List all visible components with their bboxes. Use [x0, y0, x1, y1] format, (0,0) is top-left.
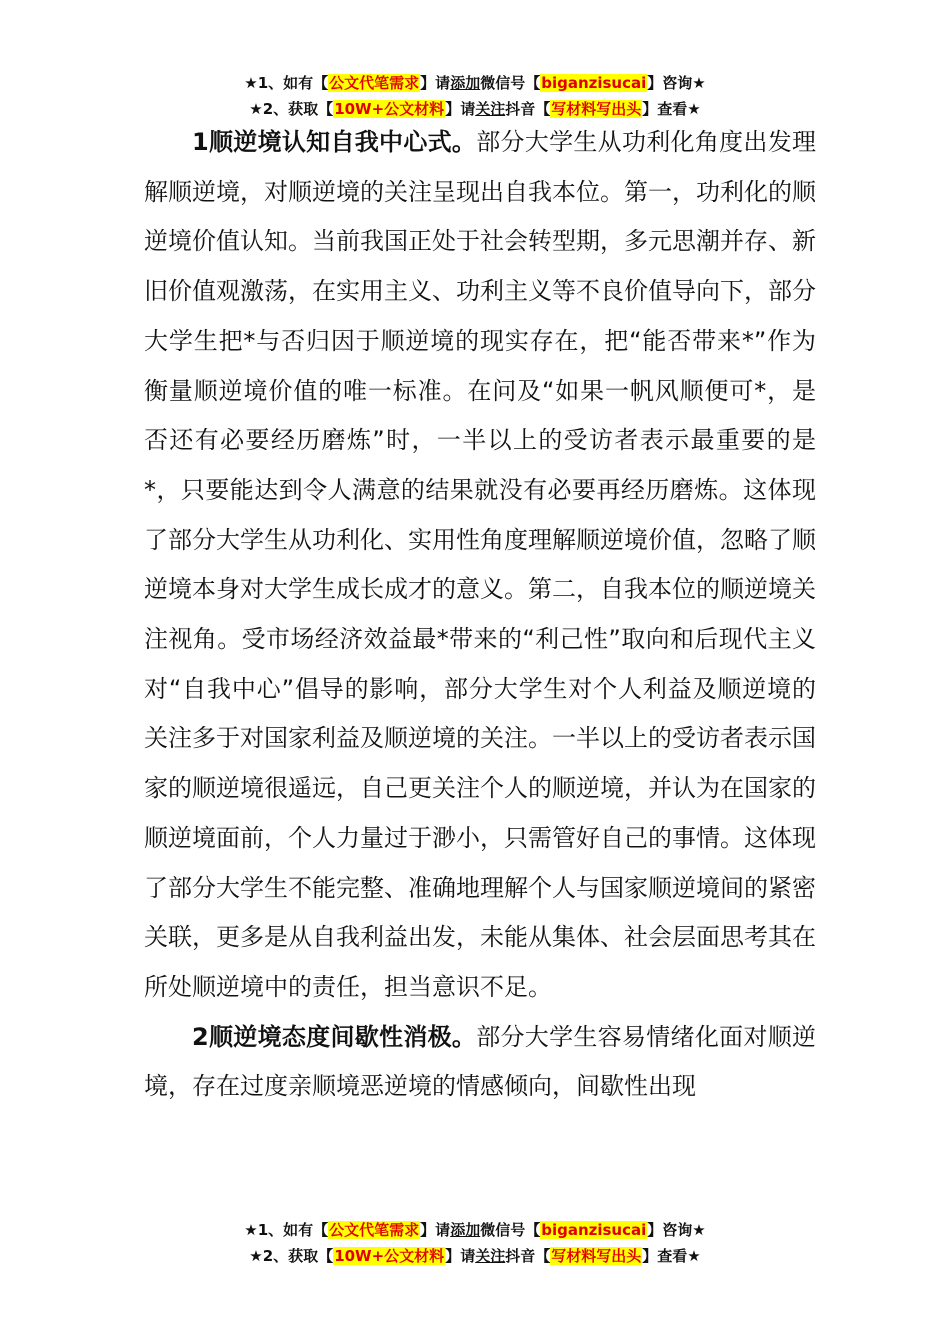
- underlined-word: 添加: [450, 74, 481, 92]
- highlight-wechat-id: biganzisucai: [541, 74, 647, 92]
- document-body: [144, 118, 816, 1112]
- paragraph-1: [144, 118, 816, 1013]
- banner-text: 】咨询★: [647, 1221, 706, 1239]
- banner-text: 抖音【: [505, 1247, 551, 1265]
- paragraph-text: 部分大学生从功利化角度出发理解顺逆境，对顺逆境的关注呈现出自我本位。第一，功利化的顺逆境价值认知。当前我国正处于社会转型期，多元思潮并存、新旧价值观激荡，在实用主义、功利主义等不良价值导向下，部分大学生把*与否归因于顺逆境的现实存在，把“能否带来*”作为衡量顺逆境价值的唯一标准。在问及“如果一帆风顺便可*，是否还有必要经历磨炼”时，一半以上的受访者表示最重要的是*，只要能达到令人满意的结果就没有必要再经历磨炼。这体现了部分大学生从功利化、实用性角度理解顺逆境价值，忽略了顺逆境本身对大学生成长成才的意义。第二，自我本位的顺逆境关注视角。受市场经济效益最*带来的“利己性”取向和后现代主义对“自我中心”倡导的影响，部分大学生对个人利益及顺逆境的关注多于对国家利益及顺逆境的关注。一半以上的受访者表示国家的顺逆境很遥远，自己更关注个人的顺逆境，并认为在国家的顺逆境面前，个人力量过于渺小，只需管好自己的事情。这体现了部分大学生不能完整、准确地理解个人与国家顺逆境间的紧密关联，更多是从自我利益出发，未能从集体、社会层面思考其在所处顺逆境中的责任，担当意识不足。: [144, 128, 816, 1001]
- banner-text: ★1、如有【: [244, 74, 329, 92]
- banner-text: 微信号【: [480, 1221, 541, 1239]
- banner-text: 】查看★: [642, 1247, 701, 1265]
- underlined-word: 添加: [450, 1221, 481, 1239]
- header-banner: [0, 70, 950, 122]
- highlight-service: 公文代笔需求: [329, 1221, 420, 1239]
- banner-text: 】请: [420, 1221, 451, 1239]
- banner-text: ★2、获取【: [249, 100, 334, 118]
- highlight-wechat-id: biganzisucai: [541, 1221, 647, 1239]
- banner-line-1: [0, 70, 950, 96]
- paragraph-heading: 1顺逆境认知自我中心式。: [192, 128, 477, 156]
- banner-text: 微信号【: [480, 74, 541, 92]
- highlight-service: 公文代笔需求: [329, 74, 420, 92]
- banner-text: 】咨询★: [647, 74, 706, 92]
- highlight-douyin-account: 写材料写出头: [551, 1247, 642, 1265]
- banner-text: 】请: [445, 1247, 476, 1265]
- underlined-word: 关注: [475, 100, 506, 118]
- banner-line-2: [0, 1243, 950, 1269]
- banner-text: 】查看★: [642, 100, 701, 118]
- paragraph-text: 部分大学生容易情绪化面对顺逆境，存在过度亲顺境恶逆境的情感倾向，间歇性出现: [144, 1022, 816, 1101]
- highlight-materials: 10W+公文材料: [334, 1247, 445, 1265]
- paragraph-2: [144, 1013, 816, 1112]
- footer-banner: [0, 1217, 950, 1269]
- banner-line-1: [0, 1217, 950, 1243]
- banner-text: 】请: [445, 100, 476, 118]
- underlined-word: 关注: [475, 1247, 506, 1265]
- paragraph-heading: 2顺逆境态度间歇性消极。: [192, 1022, 477, 1051]
- banner-text: 抖音【: [505, 100, 551, 118]
- highlight-materials: 10W+公文材料: [334, 100, 445, 118]
- banner-text: ★1、如有【: [244, 1221, 329, 1239]
- banner-text: 】请: [420, 74, 451, 92]
- banner-text: ★2、获取【: [249, 1247, 334, 1265]
- highlight-douyin-account: 写材料写出头: [551, 100, 642, 118]
